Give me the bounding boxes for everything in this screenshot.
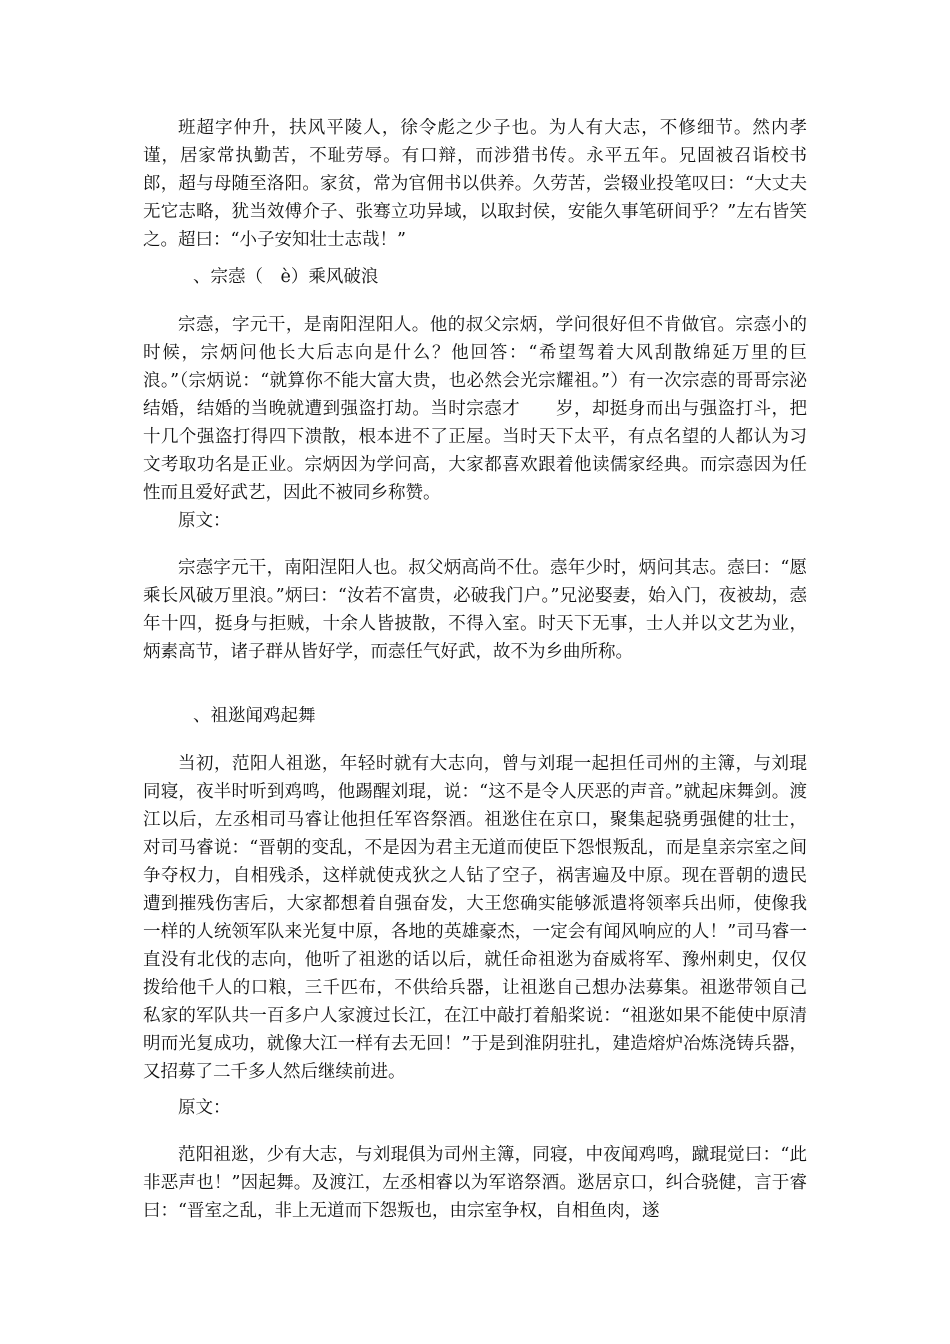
heading-zu-ti: 、祖逖闻鸡起舞 bbox=[193, 706, 316, 726]
paragraph-zu-ti-translation: 当初，范阳人祖逖，年轻时就有大志向，曾与刘琨一起担任司州的主簿，与刘琨同寝，夜半时听到鸡鸣，他踢醒刘琨，说：“这不是令人厌恶的声音。”就起床舞剑。渡江以后，左丞相司马睿让他担任军咨祭酒。祖逖住在京口，聚集起骁勇强健的壮士，对司马睿说：“晋朝的变乱，不是因为君主无道而使臣下怨恨叛乱，而是皇亲宗室之间争夺权力，自相残杀，这样就使戎狄之人钻了空子，祸害遍及中原。现在晋朝的遗民遭到摧残伤害后，大家都想着自强奋发，大王您确实能够派遣将领率兵出师，使像我一样的人统领军队来光复中原，各地的英雄豪杰，一定会有闻风响应的人！”司马睿一直没有北伐的志向，他听了祖逖的话以后，就任命祖逖为奋威将军、豫州刺史，仅仅拨给他千人的口粮，三千匹布，不供给兵器，让祖逖自己想办法募集。祖逖带领自己私家的军队共一百多户人家渡过长江，在江中敲打着船桨说：“祖逖如果不能使中原清明而光复成功，就像大江一样有去无回！”于是到淮阴驻扎，建造熔炉冶炼浇铸兵器，又招募了二千多人然后继续前进。 bbox=[143, 754, 807, 1082]
label-original-text-1: 原文： bbox=[178, 511, 231, 531]
paragraph-zong-que-original: 宗悫字元干，南阳涅阳人也。叔父炳高尚不仕。悫年少时，炳问其志。悫曰：“愿乘长风破万里浪。”炳曰：“汝若不富贵，必破我门户。”兄泌娶妻，始入门，夜被劫，悫年十四，挺身与拒贼，十余人皆披散，不得入室。时天下无事，士人并以文艺为业，炳素高节，诸子群从皆好学，而悫任气好武，故不为乡曲所称。 bbox=[143, 558, 807, 662]
paragraph-ban-chao: 班超字仲升，扶风平陵人，徐令彪之少子也。为人有大志，不修细节。然内孝谨，居家常执勤苦，不耻劳辱。有口辩，而涉猎书传。永平五年。兄固被召诣校书郎，超与母随至洛阳。家贫，常为官佣书以供养。久劳苦，尝辍业投笔叹曰：“大丈夫无它志略，犹当效傅介子、张骞立功异域，以取封侯，安能久事笔研间乎？”左右皆笑之。超曰：“小子安知壮士志哉！” bbox=[143, 118, 807, 250]
paragraph-zu-ti-original: 范阳祖逖，少有大志，与刘琨俱为司州主簿，同寝，中夜闻鸡鸣，蹴琨觉曰：“此非恶声也！”因起舞。及渡江，左丞相睿以为军谘祭酒。逖居京口，纠合骁健，言于睿曰：“晋室之乱，非上无道而下怨叛也，由宗室争权，自相鱼肉，遂 bbox=[143, 1145, 807, 1221]
label-original-text-2: 原文： bbox=[178, 1098, 231, 1118]
heading-zong-que: 、宗悫（ è）乘风破浪 bbox=[193, 267, 379, 287]
paragraph-zong-que-translation: 宗悫，字元干，是南阳涅阳人。他的叔父宗炳，学问很好但不肯做官。宗悫小的时候，宗炳问他长大后志向是什么？他回答：“希望驾着大风刮散绵延万里的巨浪。”（宗炳说：“就算你不能大富大贵，也必然会光宗耀祖。”）有一次宗悫的哥哥宗泌结婚，结婚的当晚就遭到强盗打劫。当时宗悫才 岁，却挺身而出与强盗打斗，把十几个强盗打得四下溃散，根本进不了正屋。当时天下太平，有点名望的人都认为习文考取功名是正业。宗炳因为学问高，大家都喜欢跟着他读儒家经典。而宗悫因为任性而且爱好武艺，因此不被同乡称赞。 bbox=[143, 315, 807, 503]
